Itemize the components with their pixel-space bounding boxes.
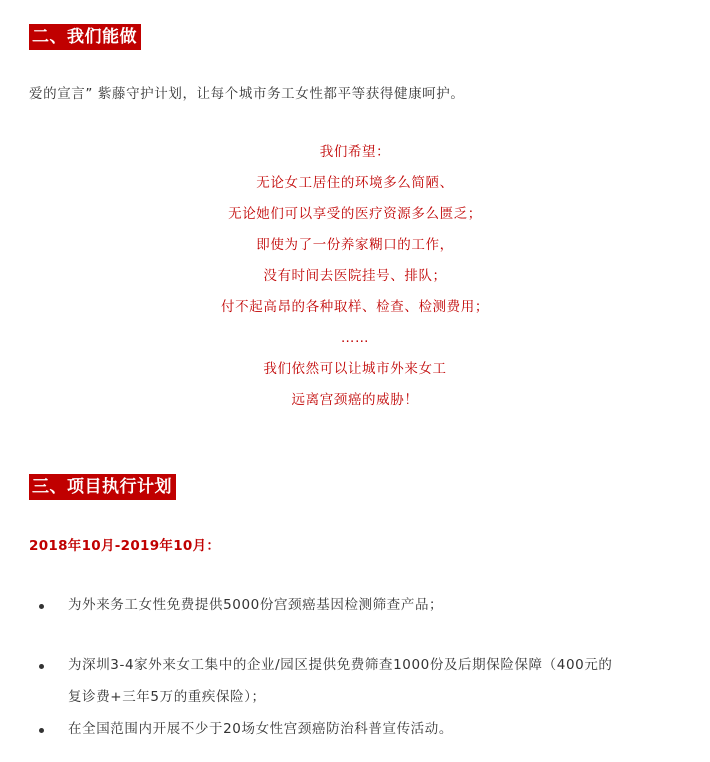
hope-line: 远离宫颈癌的威胁！ bbox=[291, 392, 419, 408]
intro-paragraph: 爱的宣言” 紫藤守护计划，让每个城市务工女性都平等获得健康呵护。 bbox=[29, 86, 465, 102]
plan-item-line: 在全国范围内开展不少于20场女性宫颈癌防治科普宣传活动。 bbox=[68, 721, 453, 737]
bullet-icon bbox=[39, 664, 44, 669]
plan-item-line: 复诊费+三年5万的重疾保险）； bbox=[68, 689, 266, 705]
section-heading-what-we-can-do: 二、我们能做 bbox=[29, 24, 141, 50]
hope-line: 我们希望： bbox=[319, 144, 391, 160]
plan-item bbox=[68, 713, 453, 745]
hope-line: 无论她们可以享受的医疗资源多么匮乏； bbox=[228, 206, 482, 222]
hope-line: 无论女工居住的环境多么简陋、 bbox=[256, 175, 454, 191]
hope-line: …… bbox=[340, 330, 370, 346]
hope-line: 没有时间去医院挂号、排队； bbox=[263, 268, 447, 284]
hope-line: 付不起高昂的各种取样、检查、检测费用； bbox=[221, 299, 489, 315]
section-heading-execution-plan: 三、项目执行计划 bbox=[29, 474, 176, 500]
bullet-icon bbox=[39, 604, 44, 609]
plan-period: 2018年10月-2019年10月： bbox=[29, 538, 221, 554]
hope-line: 我们依然可以让城市外来女工 bbox=[263, 361, 447, 377]
plan-item-line: 为深圳3-4家外来女工集中的企业/园区提供免费筛查1000份及后期保险保障（400元的 bbox=[68, 657, 613, 673]
plan-item bbox=[68, 649, 613, 713]
bullet-icon bbox=[39, 728, 44, 733]
hope-line: 即使为了一份养家糊口的工作， bbox=[256, 237, 454, 253]
plan-item-line: 为外来务工女性免费提供5000份宫颈癌基因检测筛查产品； bbox=[68, 597, 444, 613]
plan-item bbox=[68, 589, 443, 621]
hope-statement bbox=[0, 141, 710, 420]
